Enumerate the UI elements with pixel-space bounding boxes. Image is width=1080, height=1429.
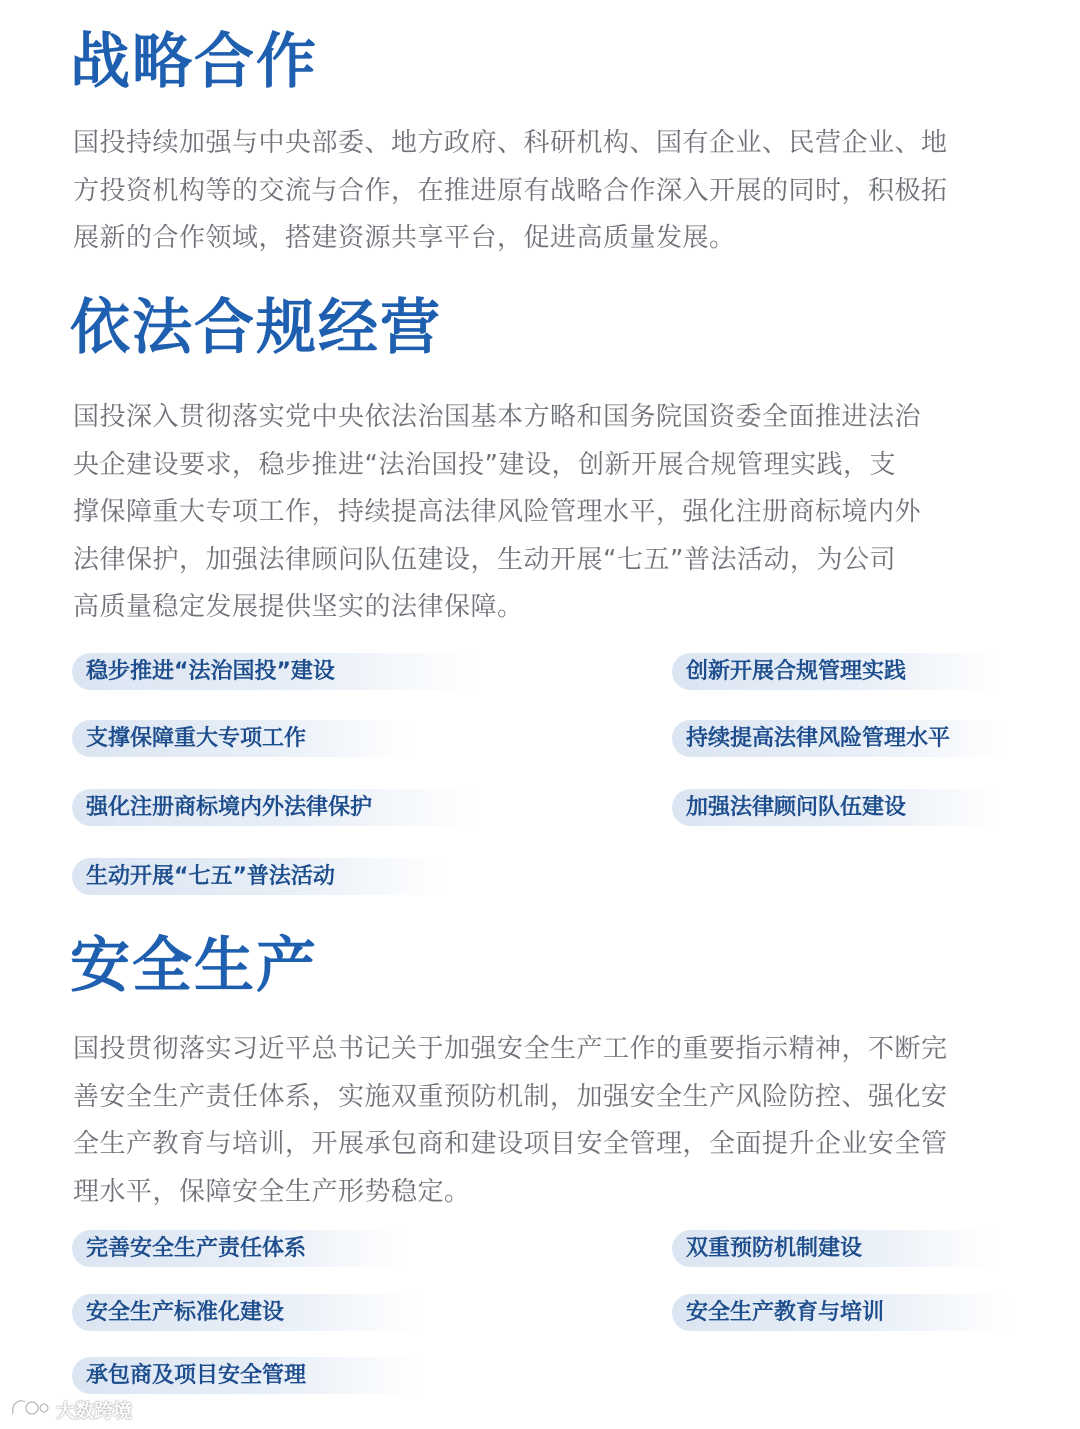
- section-title-compliance: 依法合规经营: [70, 293, 442, 363]
- tag-legal-counsel: 加强法律顾问队伍建设: [672, 789, 1002, 826]
- safety-paragraph: [73, 1026, 1028, 1216]
- tag-standardization: 安全生产标准化建设: [72, 1294, 422, 1331]
- paragraph-line: 高质量稳定发展提供坚实的法律保障。: [73, 592, 524, 622]
- tag-legal-risk: 持续提高法律风险管理水平: [672, 720, 1007, 757]
- tag-legal-education: 生动开展“七五”普法活动: [72, 858, 447, 895]
- tag-special-projects: 支撑保障重大专项工作: [72, 720, 412, 757]
- compliance-paragraph: [73, 394, 1028, 632]
- paragraph-line: 善安全生产责任体系，实施双重预防机制，加强安全生产风险防控、强化安: [73, 1081, 948, 1112]
- watermark: [10, 1395, 132, 1423]
- paragraph-line: 国投持续加强与中央部委、地方政府、科研机构、国有企业、民营企业、地: [73, 128, 948, 158]
- paragraph-line: 理水平，保障安全生产形势稳定。: [73, 1176, 471, 1207]
- paragraph-line: 展新的合作领域，搭建资源共享平台，促进高质量发展。: [73, 223, 736, 253]
- section-title-safety: 安全生产: [70, 931, 318, 1001]
- paragraph-line: 法律保护，加强法律顾问队伍建设，生动开展“七五”普法活动，为公司: [73, 544, 896, 575]
- tag-trademark-protection: 强化注册商标境内外法律保护: [72, 789, 477, 826]
- section-title-cooperation: 战略合作: [70, 27, 318, 97]
- paragraph-line: 方投资机构等的交流与合作，在推进原有战略合作深入开展的同时，积极拓: [73, 175, 948, 206]
- paragraph-line: 国投贯彻落实习近平总书记关于加强安全生产工作的重要指示精神，不断完: [73, 1034, 948, 1064]
- tag-compliance-practice: 创新开展合规管理实践: [672, 653, 1002, 690]
- cooperation-paragraph: [73, 120, 1028, 263]
- tag-safety-training: 安全生产教育与培训: [672, 1294, 1012, 1331]
- tag-responsibility-system: 完善安全生产责任体系: [72, 1230, 407, 1267]
- paragraph-line: 央企建设要求，稳步推进“法治国投”建设，创新开展合规管理实践，支: [73, 449, 896, 480]
- watermark-text: 大数跨境: [56, 1399, 133, 1422]
- paragraph-line: 撑保障重大专项工作，持续提高法律风险管理水平，强化注册商标境内外: [73, 497, 922, 527]
- tag-dual-prevention: 双重预防机制建设: [672, 1230, 997, 1267]
- tag-rule-of-law: 稳步推进“法治国投”建设: [72, 653, 477, 690]
- paragraph-line: 全生产教育与培训，开展承包商和建设项目安全管理，全面提升企业安全管: [73, 1129, 948, 1159]
- tag-contractor-safety: 承包商及项目安全管理: [72, 1357, 422, 1394]
- watermark-logo-icon: [10, 1395, 50, 1423]
- paragraph-line: 国投深入贯彻落实党中央依法治国基本方略和国务院国资委全面推进法治: [73, 402, 922, 432]
